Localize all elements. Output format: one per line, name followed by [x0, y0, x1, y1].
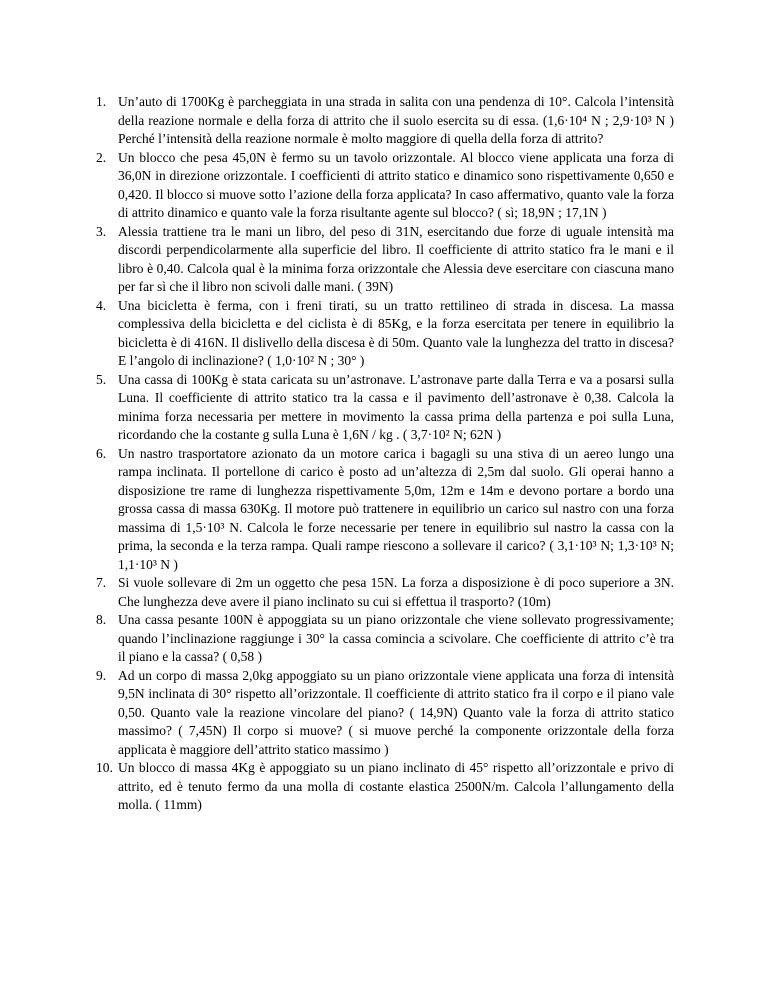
problem-number: 4. [96, 297, 107, 313]
problem-text: Una bicicletta è ferma, con i freni tirati, su un tratto rettilineo di strada in discesa. La massa complessiva della bicicletta e del ciclista è di 85Kg, e la forza esercitata per tenere in equilibrio la bicicletta è di 416N. Il dislivello della discesa è di 50m. Quanto vale la lunghezza del tratto in discesa? E l’angolo di inclinazione? ( 1,0·10² N ; 30° ) [118, 297, 674, 368]
problem-item-1 [96, 93, 674, 149]
problem-item-5 [96, 371, 674, 445]
problem-text: Un blocco di massa 4Kg è appoggiato su un piano inclinato di 45° rispetto all’orizzontale e privo di attrito, ed è tenuto fermo da una molla di costante elastica 2500N/m. Calcola l’allungamento della molla. ( 11mm) [118, 760, 674, 812]
problem-text: Un’auto di 1700Kg è parcheggiata in una strada in salita con una pendenza di 10°. Calcola l’intensità della reazione normale e della forza di attrito che il suolo esercita su di essa. (1,6·10⁴ N ; 2,9·10³ N ) Perché l’intensità della reazione normale è molto maggiore di quella della forza di attrito? [118, 94, 674, 146]
problem-text: Un nastro trasportatore azionato da un motore carica i bagagli su una stiva di un aereo lungo una rampa inclinata. Il portellone di carico è posto ad un’altezza di 2,5m dal suolo. Gli operai hanno a disposizione tre rame di lunghezza rispettivamente 5,0m, 12m e 14m e devono portare a bordo una grossa cassa di massa 630Kg. Il motore può trattenere in equilibrio un carico sul nastro con una forza massima di 1,5·10³ N. Calcola le forze necessarie per tenere in equilibrio sul nastro la cassa con la prima, la seconda e la terza rampa. Quali rampe riescono a sollevare il carico? ( 3,1·10³ N; 1,3·10³ N; 1,1·10³ N ) [118, 445, 674, 572]
problem-number: 1. [96, 94, 107, 109]
problem-item-7 [96, 574, 674, 611]
problem-list [96, 93, 674, 815]
problem-text: Una cassa di 100Kg è stata caricata su un’astronave. L’astronave parte dalla Terra e va a posarsi sulla Luna. Il coefficiente di attrito statico tra la cassa e il pavimento dell’astronave è 0,38. Calcola la minima forza necessaria per mettere in movimento la cassa prima della partenza e poi sulla Luna, ricordando che la costante g sulla Luna è 1,6N / kg . ( 3,7·10² N; 62N ) [118, 371, 674, 442]
problem-item-2 [96, 149, 674, 223]
problem-item-6 [96, 445, 674, 575]
problem-item-8 [96, 611, 674, 667]
problem-item-10 [96, 759, 674, 815]
problem-text: Si vuole sollevare di 2m un oggetto che pesa 15N. La forza a disposizione è di poco superiore a 3N. Che lunghezza deve avere il piano inclinato su cui si effettua il trasporto? (10m) [118, 575, 674, 609]
problem-number: 9. [96, 667, 107, 683]
problem-number: 3. [96, 223, 107, 239]
problem-number: 2. [96, 149, 107, 165]
problem-number: 5. [96, 371, 107, 387]
problem-item-9 [96, 667, 674, 760]
problem-item-4 [96, 297, 674, 371]
problem-text: Ad un corpo di massa 2,0kg appoggiato su un piano orizzontale viene applicata una forza di intensità 9,5N inclinata di 30° rispetto all’orizzontale. Il coefficiente di attrito statico fra il corpo e il piano vale 0,50. Quanto vale la reazione vincolare del piano? ( 14,9N) Quanto vale la forza di attrito statico massimo? ( 7,45N) Il corpo si muove? ( si muove perché la componente orizzontale della forza applicata è maggiore dell’attrito statico massimo ) [118, 667, 674, 757]
problem-number: 6. [96, 445, 107, 461]
problem-number: 7. [96, 575, 107, 590]
problem-text: Un blocco che pesa 45,0N è fermo su un tavolo orizzontale. Al blocco viene applicata una forza di 36,0N in direzione orizzontale. I coefficienti di attrito statico e dinamico sono rispettivamente 0,650 e 0,420. Il blocco si muove sotto l’azione della forza applicata? In caso affermativo, quanto vale la forza di attrito dinamico e quanto vale la forza risultante agente sul blocco? ( sì; 18,9N ; 17,1N ) [118, 149, 674, 220]
problem-item-3 [96, 223, 674, 297]
problem-text: Alessia trattiene tra le mani un libro, del peso di 31N, esercitando due forze di uguale intensità ma discordi perpendicolarmente alla superficie del libro. Il coefficiente di attrito statico fra le mani e il libro è 0,40. Calcola qual è la minima forza orizzontale che Alessia deve esercitare con ciascuna mano per far sì che il libro non scivoli dalle mani. ( 39N) [118, 223, 674, 294]
problem-text: Una cassa pesante 100N è appoggiata su un piano orizzontale che viene sollevato progressivamente; quando l’inclinazione raggiunge i 30° la cassa comincia a scivolare. Che coefficiente di attrito c’è tra il piano e la cassa? ( 0,58 ) [118, 612, 674, 664]
problem-number: 10. [96, 760, 113, 775]
problem-number: 8. [96, 612, 107, 627]
